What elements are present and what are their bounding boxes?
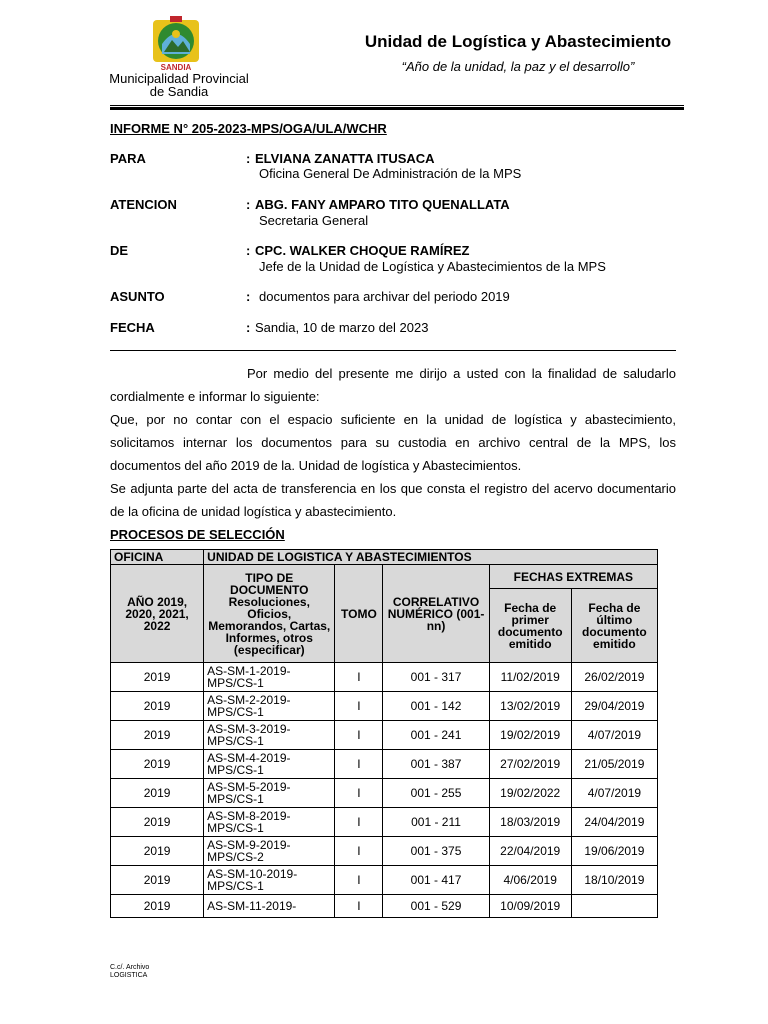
cell-tipo: AS-SM-4-2019-MPS/CS-1 (204, 750, 335, 779)
footer-line-2: LOGISTICA (110, 972, 148, 979)
table-row (111, 866, 658, 895)
cell-corr: 001 - 142 (383, 692, 489, 721)
body-paragraph-2: Que, por no contar con el espacio suficiente en la unidad de logística y abastecimiento, solicitamos internar los documentos para su custodia en archivo central de la MPS, los documentos del año 2019 de la. Unidad de logística y Abastecimientos. (110, 412, 676, 473)
cell-f2: 4/07/2019 (571, 721, 657, 750)
cell-corr: 001 - 255 (383, 779, 489, 808)
cell-f2: 29/04/2019 (571, 692, 657, 721)
cell-corr: 001 - 241 (383, 721, 489, 750)
de-description: Jefe de la Unidad de Logística y Abastecimientos de la MPS (259, 259, 606, 274)
cell-f1: 10/09/2019 (489, 895, 571, 918)
de-colon: : (246, 243, 251, 258)
col-header-tipo: TIPO DE DOCUMENTO Resoluciones, Oficios, Memorandos, Cartas, Informes, otros (especificar) (204, 565, 335, 663)
logo-text: SANDIA (160, 63, 192, 72)
col-header-tomo: TOMO (335, 565, 383, 663)
cell-corr: 001 - 417 (383, 866, 489, 895)
cell-tomo: I (335, 721, 383, 750)
cell-f2: 19/06/2019 (571, 837, 657, 866)
municipality-name (106, 72, 252, 98)
atencion-description: Secretaria General (259, 213, 369, 228)
year-motto: “Año de la unidad, la paz y el desarrollo” (401, 59, 635, 74)
body-paragraph-3: Se adjunta parte del acta de transferencia en los que consta el registro del acervo documentario de la oficina de unidad logística y abastecimiento. (110, 481, 676, 519)
cell-tipo: AS-SM-1-2019-MPS/CS-1 (204, 663, 335, 692)
cell-corr: 001 - 387 (383, 750, 489, 779)
cell-anio: 2019 (111, 750, 204, 779)
cell-anio: 2019 (111, 779, 204, 808)
cell-tomo: I (335, 895, 383, 918)
cell-f1: 13/02/2019 (489, 692, 571, 721)
memo-separator (110, 350, 676, 351)
header-row-1 (111, 565, 658, 589)
oficina-label: OFICINA (111, 550, 204, 565)
municipal-crest-logo (150, 14, 202, 72)
cell-tomo: I (335, 837, 383, 866)
cell-tomo: I (335, 866, 383, 895)
cell-anio: 2019 (111, 837, 204, 866)
atencion-colon: : (246, 197, 251, 212)
cell-tipo: AS-SM-2-2019-MPS/CS-1 (204, 692, 335, 721)
cell-f1: 22/04/2019 (489, 837, 571, 866)
table-row (111, 895, 658, 918)
table-row (111, 721, 658, 750)
cell-f2: 21/05/2019 (571, 750, 657, 779)
municipality-line-1: Municipalidad Provincial (109, 71, 249, 86)
cell-f2: 4/07/2019 (571, 779, 657, 808)
cell-tomo: I (335, 750, 383, 779)
table-row (111, 750, 658, 779)
transfer-table (110, 549, 658, 918)
col-header-fechas-extremas: FECHAS EXTREMAS (489, 565, 657, 589)
cell-f1: 27/02/2019 (489, 750, 571, 779)
body-paragraph-1: Por medio del presente me dirijo a usted con la finalidad de saludarlo cordialmente e informar lo siguiente: (110, 366, 676, 404)
table-row (111, 779, 658, 808)
cell-f1: 19/02/2019 (489, 721, 571, 750)
cell-anio: 2019 (111, 808, 204, 837)
asunto-label: ASUNTO (110, 289, 165, 304)
informe-number: INFORME N° 205-2023-MPS/OGA/ULA/WCHR (110, 121, 387, 136)
col-header-correlativo: CORRELATIVO NUMÉRICO (001-nn) (383, 565, 489, 663)
oficina-value: UNIDAD DE LOGISTICA Y ABASTECIMIENTOS (204, 550, 658, 565)
cell-tipo: AS-SM-5-2019-MPS/CS-1 (204, 779, 335, 808)
cell-f1: 4/06/2019 (489, 866, 571, 895)
cell-anio: 2019 (111, 895, 204, 918)
cell-f1: 19/02/2022 (489, 779, 571, 808)
oficina-row (111, 550, 658, 565)
unit-title: Unidad de Logística y Abastecimiento (364, 32, 672, 51)
cell-f2: 26/02/2019 (571, 663, 657, 692)
atencion-label: ATENCION (110, 197, 177, 212)
cell-anio: 2019 (111, 692, 204, 721)
col-header-fecha-primer: Fecha de primer documento emitido (489, 589, 571, 663)
cell-corr: 001 - 375 (383, 837, 489, 866)
cell-corr: 001 - 211 (383, 808, 489, 837)
fecha-label: FECHA (110, 320, 155, 335)
cell-tipo: AS-SM-10-2019-MPS/CS-1 (204, 866, 335, 895)
memo-body (110, 362, 676, 523)
municipality-line-2: de Sandia (149, 84, 209, 99)
de-label: DE (110, 243, 129, 258)
cell-f2: 18/10/2019 (571, 866, 657, 895)
cell-tipo: AS-SM-9-2019-MPS/CS-2 (204, 837, 335, 866)
table-row (111, 692, 658, 721)
table-row (111, 837, 658, 866)
section-title: PROCESOS DE SELECCIÓN (110, 527, 285, 542)
cell-tomo: I (335, 808, 383, 837)
cell-anio: 2019 (111, 663, 204, 692)
cell-tipo: AS-SM-3-2019-MPS/CS-1 (204, 721, 335, 750)
para-name: ELVIANA ZANATTA ITUSACA (255, 151, 435, 166)
copy-footer (110, 964, 149, 980)
cell-tipo: AS-SM-11-2019- (204, 895, 335, 918)
cell-tomo: I (335, 663, 383, 692)
asunto-value: documentos para archivar del periodo 2019 (259, 289, 510, 304)
cell-anio: 2019 (111, 866, 204, 895)
cell-corr: 001 - 317 (383, 663, 489, 692)
fecha-colon: : (246, 320, 251, 335)
cell-f1: 18/03/2019 (489, 808, 571, 837)
header-rule-thick (110, 107, 684, 110)
para-description: Oficina General De Administración de la MPS (259, 166, 522, 181)
cell-tipo: AS-SM-8-2019-MPS/CS-1 (204, 808, 335, 837)
para-colon: : (246, 151, 251, 166)
table-row (111, 808, 658, 837)
table-row (111, 663, 658, 692)
cell-f1: 11/02/2019 (489, 663, 571, 692)
cell-anio: 2019 (111, 721, 204, 750)
para-label: PARA (110, 151, 146, 166)
cell-tomo: I (335, 692, 383, 721)
col-header-fecha-ultimo: Fecha de último documento emitido (571, 589, 657, 663)
de-name: CPC. WALKER CHOQUE RAMÍREZ (255, 243, 470, 258)
footer-line-1: C.c/. Archivo (110, 964, 150, 971)
cell-f2: 24/04/2019 (571, 808, 657, 837)
col-header-anio: AÑO 2019, 2020, 2021, 2022 (111, 565, 204, 663)
cell-tomo: I (335, 779, 383, 808)
cell-f2 (571, 895, 657, 918)
atencion-name: ABG. FANY AMPARO TITO QUENALLATA (255, 197, 510, 212)
fecha-value: Sandia, 10 de marzo del 2023 (255, 320, 429, 335)
header-rule-thin (110, 105, 684, 106)
cell-corr: 001 - 529 (383, 895, 489, 918)
asunto-colon: : (246, 289, 251, 304)
